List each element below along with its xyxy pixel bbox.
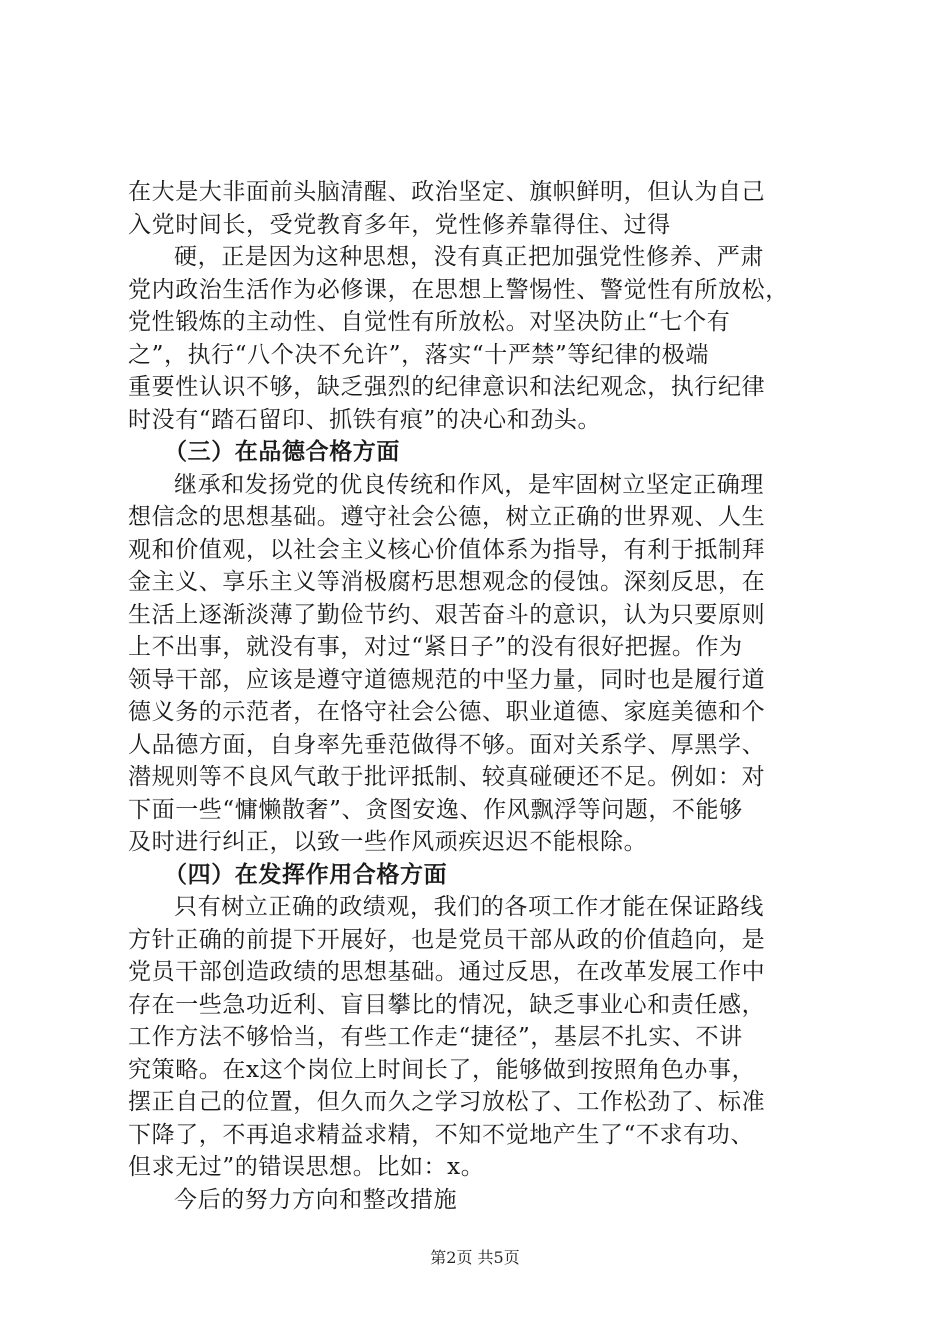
text-line: 在大是大非面前头脑清醒、政治坚定、旗帜鲜明，但认为自己 — [128, 179, 766, 205]
text-line: 今后的努力方向和整改措施 — [174, 1186, 458, 1213]
text-line: 硬，正是因为这种思想，没有真正把加强党性修养、严肃 — [174, 244, 764, 270]
text-line: 工作方法不够恰当，有些工作走“捷径”，基层不扎实、不讲 — [128, 1024, 743, 1050]
page-footer: 第2页 共5页 — [430, 1248, 520, 1267]
paragraph — [128, 241, 828, 436]
text-line: 潜规则等不良风气敢于批评抵制、较真碰硬还不足。例如：对 — [128, 764, 766, 790]
text-line: 观和价值观，以社会主义核心价值体系为指导，有利于抵制拜 — [128, 536, 766, 563]
text-line: 上不出事，就没有事，对过“紧日子”的没有很好把握。作为 — [128, 634, 743, 660]
text-line: 但求无过”的错误思想。比如：x。 — [128, 1154, 485, 1180]
section-heading — [128, 859, 828, 892]
text-line: 下面一些“慵懒散奢”、贪图安逸、作风飘浮等问题，不能够 — [128, 796, 743, 823]
text-line: 想信念的思想基础。遵守社会公德，树立正确的世界观、人生 — [128, 504, 766, 530]
text-line: 党内政治生活作为必修课，在思想上警惕性、警觉性有所放松， — [128, 276, 789, 303]
text-line: 党性锻炼的主动性、自觉性有所放松。对坚决防止“七个有 — [128, 309, 731, 335]
section-heading — [128, 436, 828, 469]
text-line: 生活上逐渐淡薄了勤俭节约、艰苦奋斗的意识，认为只要原则 — [128, 601, 766, 628]
text-line: 入党时间长，受党教育多年，党性修养靠得住、过得 — [128, 211, 671, 238]
document-body — [128, 176, 828, 1216]
text-line: 人品德方面，自身率先垂范做得不够。面对关系学、厚黑学、 — [128, 731, 766, 758]
paragraph — [128, 469, 828, 859]
text-line: 方针正确的前提下开展好，也是党员干部从政的价值趋向，是 — [128, 926, 766, 953]
text-line: 时没有“踏石留印、抓铁有痕”的决心和劲头。 — [128, 406, 602, 433]
text-line: 只有树立正确的政绩观，我们的各项工作才能在保证路线 — [174, 894, 764, 920]
heading-text: （四）在发挥作用合格方面 — [164, 861, 448, 888]
text-line: 究策略。在x这个岗位上时间长了，能够做到按照角色办事， — [128, 1056, 756, 1083]
text-line: 党员干部创造政绩的思想基础。通过反思，在改革发展工作中 — [128, 959, 766, 985]
text-line: 金主义、享乐主义等消极腐朽思想观念的侵蚀。深刻反思，在 — [128, 569, 766, 595]
heading-text: （三）在品德合格方面 — [164, 439, 400, 465]
text-line: 存在一些急功近利、盲目攀比的情况，缺乏事业心和责任感， — [128, 991, 766, 1018]
text-line: 下降了，不再追求精益求精，不知不觉地产生了“不求有功、 — [128, 1121, 754, 1148]
text-line: 重要性认识不够，缺乏强烈的纪律意识和法纪观念，执行纪律 — [128, 374, 766, 400]
text-line: 之”，执行“八个决不允许”，落实“十严禁”等纪律的极端 — [128, 341, 709, 368]
text-line: 及时进行纠正，以致一些作风顽疾迟迟不能根除。 — [128, 829, 648, 855]
paragraph — [128, 1184, 828, 1217]
text-line: 继承和发扬党的优良传统和作风，是牢固树立坚定正确理 — [174, 471, 764, 498]
text-line: 摆正自己的位置，但久而久之学习放松了、工作松劲了、标准 — [128, 1089, 766, 1115]
paragraph — [128, 176, 828, 241]
text-line: 德义务的示范者，在恪守社会公德、职业道德、家庭美德和个 — [128, 699, 766, 725]
text-line: 领导干部，应该是遵守道德规范的中坚力量，同时也是履行道 — [128, 666, 766, 693]
paragraph — [128, 891, 828, 1184]
